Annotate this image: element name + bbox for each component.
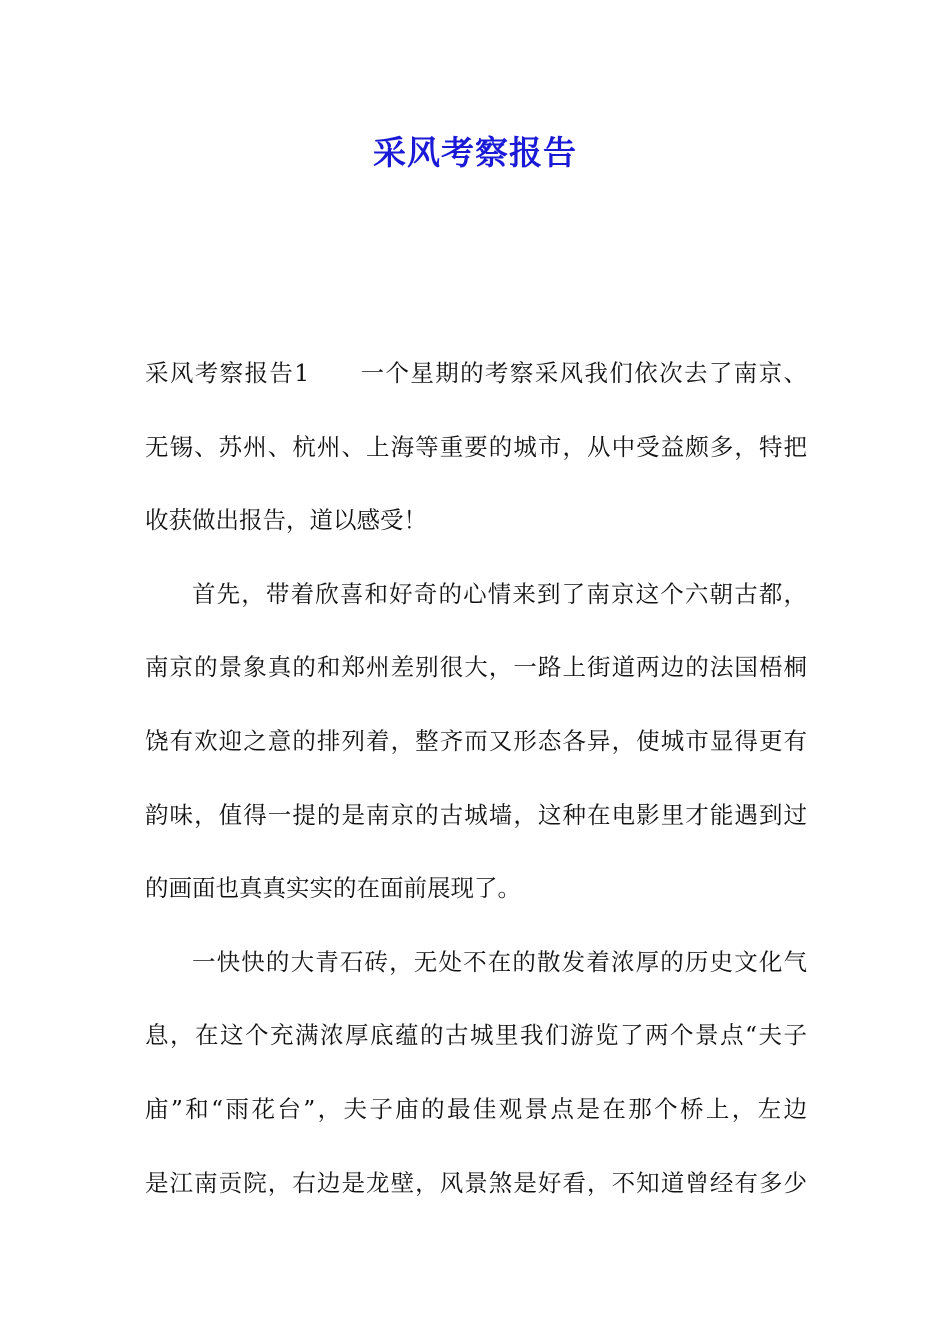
para2-line-4: 韵味，值得一提的是南京的古城墙，这种在电影里才能遇到过: [145, 800, 807, 829]
para3-line-1: 一快快的大青石砖，无处不在的散发着浓厚的历史文化气: [192, 947, 807, 976]
document-body: [145, 337, 807, 1220]
para3-line-3: 庙”和“雨花台”，夫子庙的最佳观景点是在那个桥上，左边: [145, 1094, 807, 1123]
para3-line-4: 是江南贡院，右边是龙壁，风景煞是好看，不知道曾经有多少: [145, 1168, 807, 1197]
document-title: 采风考察报告: [373, 133, 577, 172]
intro-line-2: 无锡、苏州、杭州、上海等重要的城市，从中受益颇多，特把: [145, 432, 807, 461]
intro-text: 一个星期的考察采风我们依次去了南京、: [359, 359, 807, 387]
intro-line-3: 收获做出报告，道以感受！: [145, 506, 427, 535]
section-label: 采风考察报告1: [145, 359, 310, 387]
intro-line-1: [145, 337, 807, 411]
para2-line-3: 饶有欢迎之意的排列着，整齐而又形态各异，使城市显得更有: [145, 726, 807, 755]
para3-line-2: 息，在这个充满浓厚底蕴的古城里我们游览了两个景点“夫子: [145, 1021, 807, 1050]
para2-line-2: 南京的景象真的和郑州差别很大，一路上街道两边的法国梧桐: [145, 653, 807, 682]
para2-line-1: 首先，带着欣喜和好奇的心情来到了南京这个六朝古都，: [192, 579, 807, 608]
para2-line-5: 的画面也真真实实的在面前展现了。: [145, 874, 521, 903]
